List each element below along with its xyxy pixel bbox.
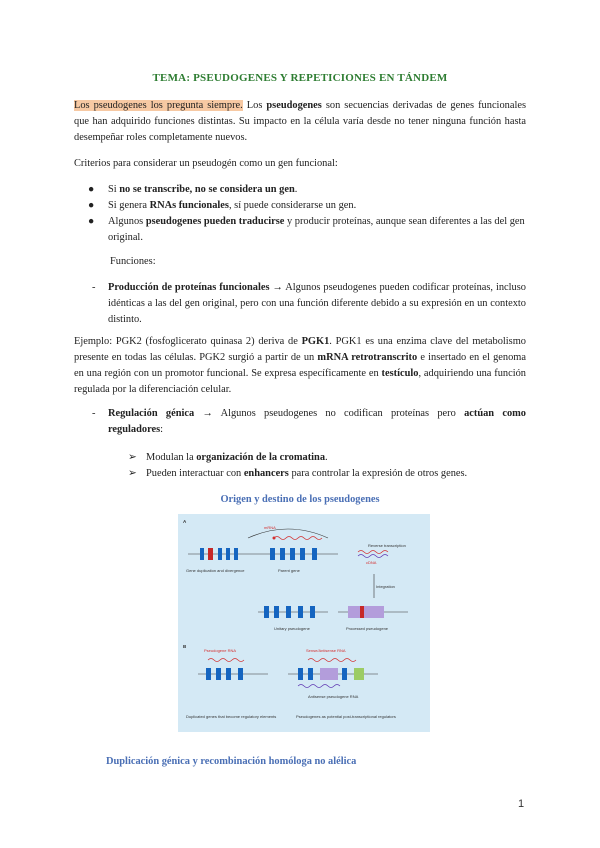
unitary-pseudogene-label: Unitary pseudogene	[274, 626, 310, 631]
list-item: ● Algunos pseudogenes pueden traducirse y producir proteínas, aunque sean diferentes a las del gen original.	[88, 216, 525, 243]
funciones-label: Funciones:	[110, 256, 156, 267]
figure-caption: Origen y destino de los pseudogenes	[220, 494, 380, 505]
section-caption: Duplicación génica y recombinación homóloga no alélica	[106, 756, 357, 767]
mrna-wave	[274, 537, 322, 540]
pseudogene-diagram	[178, 514, 430, 732]
panel-b-label: B	[183, 644, 187, 649]
page-number: 1	[518, 798, 525, 810]
pseudogene-rna-label: Pseudogene RNA	[204, 648, 237, 653]
pseudogene-figure	[178, 514, 430, 732]
page-title: TEMA: PSEUDOGENES Y REPETICIONES EN TÁNDEM	[152, 72, 448, 84]
sub-item-chromatin: ➢ Modulan la organización de la cromatina.	[128, 450, 528, 466]
gene-duplication-label: Gene duplication and divergence	[186, 568, 245, 573]
intro-paragraph: Los pseudogenes los pregunta siempre. Los pseudogenes son secuencias derivadas de genes funcionales que han adquirido funciones distintas. Su impacto en la célula varía desde no tener ninguna función hasta desempeñar roles completamente nuevos.	[74, 100, 526, 143]
mrna-label: mRNA	[264, 525, 276, 530]
function-item-regulation: Regulación génica → Algunos pseudogenes no codifican proteínas pero actúan como reguladores:	[108, 408, 527, 435]
processed-pseudogene-label: Processed pseudogene	[346, 626, 389, 631]
panel-a-label: A	[183, 519, 187, 524]
list-item: ● Si no se transcribe, no se considera un gen.	[74, 182, 526, 198]
arrow-bullet-icon: ➢	[128, 452, 137, 463]
criteria-list	[74, 182, 526, 246]
highlighted-text: Los pseudogenes los pregunta siempre.	[74, 100, 243, 111]
integration-label: Integration	[376, 584, 395, 589]
criteria-intro: Criterios para considerar un pseudogén como un gen funcional:	[74, 158, 338, 169]
example-paragraph: Ejemplo: PGK2 (fosfoglicerato quinasa 2) deriva de PGK1. PGK1 es una enzima clave del metabolismo presente en todas las células. PGK2 surgió a partir de un mRNA retrotranscrito e insertado en el genoma en una región con un promotor funcional. Se expresa específicamente en testículo, adquiriendo una función regulada por la diferenciación celular.	[74, 336, 526, 395]
note-right: Pseudogenes as potential post-transcriptional regulators	[296, 714, 396, 719]
parent-gene-label: Parent gene	[278, 568, 300, 573]
sense-antisense-label: Sense/Antisense RNA	[306, 648, 346, 653]
note-left: Duplicated genes that become regulatory elements	[186, 714, 277, 719]
bullet-icon: ●	[88, 184, 95, 195]
function-item-proteins: Producción de proteínas funcionales → Algunos pseudogenes pueden codificar proteínas, incluso idénticas a las del gen original, pero con una función diferente debido a su expresión en un contexto distinto.	[108, 282, 526, 325]
cdna-label: cDNA	[366, 560, 377, 565]
antisense-rna-label: Antisense pseudogene RNA	[308, 694, 359, 699]
sub-item-enhancers: ➢ Pueden interactuar con enhancers para controlar la expresión de otros genes.	[128, 466, 528, 482]
dash-marker: -	[92, 408, 96, 419]
rt-label: Reverse transcription	[368, 543, 406, 548]
arrow-bullet-icon: ➢	[128, 468, 137, 479]
cap-dot	[273, 537, 276, 540]
bullet-icon: ●	[88, 216, 95, 227]
list-item: ● Si genera RNAs funcionales, sí puede considerarse un gen.	[74, 198, 526, 214]
dash-marker: -	[92, 282, 96, 293]
bullet-icon: ●	[88, 200, 95, 211]
